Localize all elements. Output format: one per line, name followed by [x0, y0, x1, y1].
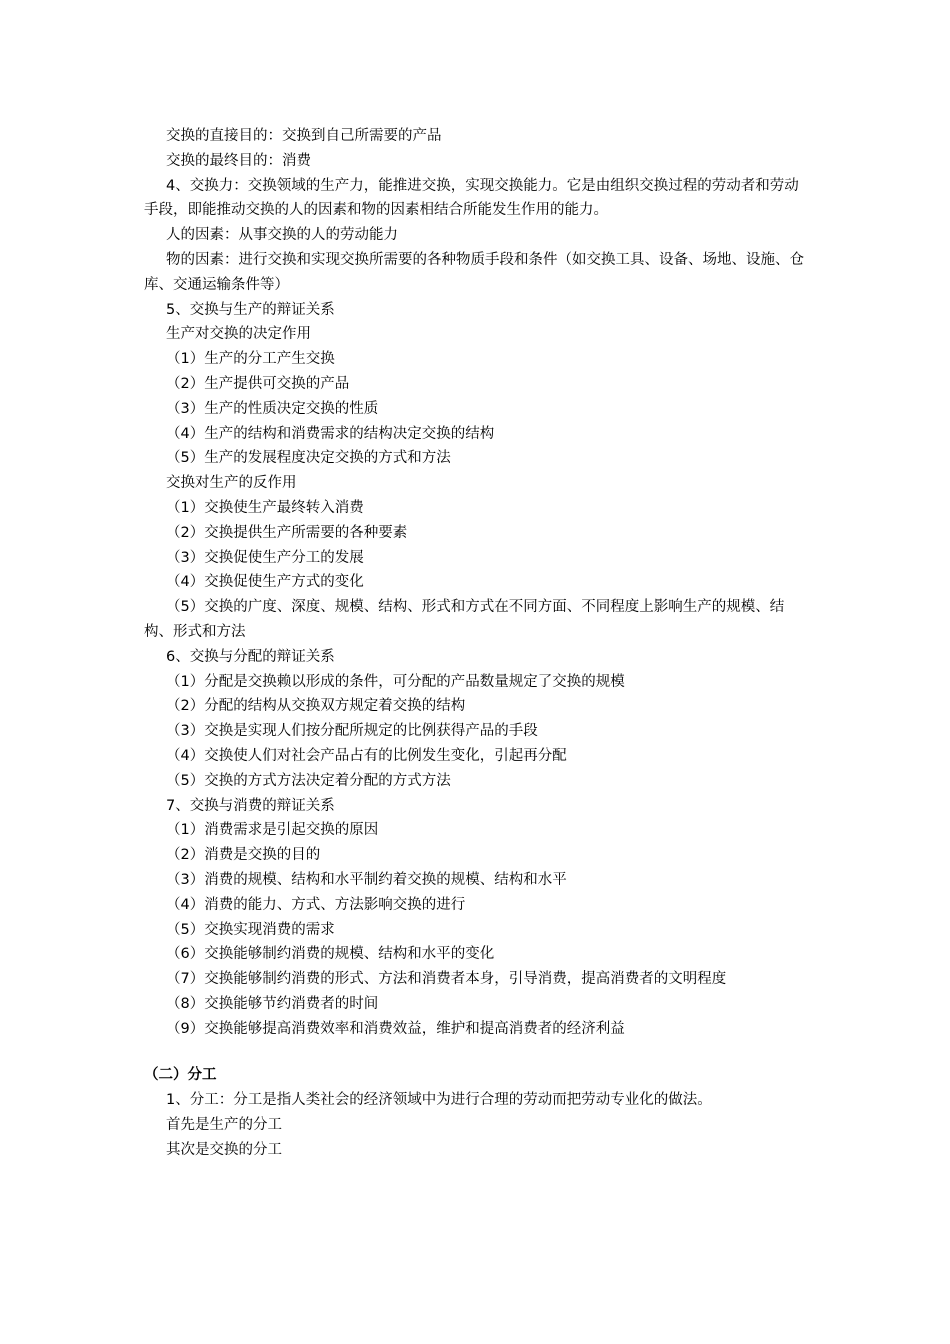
list-item: （3）交换是实现人们按分配所规定的比例获得产品的手段 — [166, 723, 538, 740]
paragraph: 首先是生产的分工 — [166, 1117, 282, 1134]
list-item: （9）交换能够提高消费效率和消费效益，维护和提高消费者的经济利益 — [166, 1020, 625, 1037]
paragraph: 人的因素：从事交换的人的劳动能力 — [166, 227, 398, 244]
list-item: （2）分配的结构从交换双方规定着交换的结构 — [166, 698, 466, 715]
list-item: （7）交换能够制约消费的形式、方法和消费者本身，引导消费，提高消费者的文明程度 — [166, 971, 727, 988]
subheading: 5、交换与生产的辩证关系 — [166, 301, 335, 318]
list-item: （2）交换提供生产所需要的各种要素 — [166, 524, 408, 541]
list-item: （3）消费的规模、结构和水平制约着交换的规模、结构和水平 — [166, 871, 567, 888]
document-body — [144, 124, 804, 1163]
list-item: （4）消费的能力、方式、方法影响交换的进行 — [166, 896, 466, 913]
list-item: （6）交换能够制约消费的规模、结构和水平的变化 — [166, 946, 495, 963]
list-item: （5）生产的发展程度决定交换的方式和方法 — [166, 450, 451, 467]
list-item: （1）生产的分工产生交换 — [166, 351, 335, 368]
list-item: （5）交换实现消费的需求 — [166, 921, 335, 938]
list-item: （3）生产的性质决定交换的性质 — [166, 400, 379, 417]
list-item: （4）交换使人们对社会产品占有的比例发生变化，引起再分配 — [166, 747, 567, 764]
list-item: （4）交换促使生产方式的变化 — [166, 574, 364, 591]
list-item: （1）消费需求是引起交换的原因 — [166, 822, 379, 839]
paragraph: 1、分工：分工是指人类社会的经济领域中为进行合理的劳动而把劳动专业化的做法。 — [166, 1092, 712, 1109]
list-item: （3）交换促使生产分工的发展 — [166, 549, 364, 566]
section-spacer — [144, 1041, 804, 1063]
list-item: （1）分配是交换赖以形成的条件，可分配的产品数量规定了交换的规模 — [166, 673, 625, 690]
paragraph: 物的因素：进行交换和实现交换所需要的各种物质手段和条件（如交换工具、设备、场地、设施、仓库、交通运输条件等） — [144, 251, 804, 293]
paragraph: 生产对交换的决定作用 — [166, 326, 311, 343]
list-item: （5）交换的方式方法决定着分配的方式方法 — [166, 772, 451, 789]
paragraph: 交换的最终目的：消费 — [166, 152, 311, 169]
list-item: （1）交换使生产最终转入消费 — [166, 499, 364, 516]
section-heading: （二）分工 — [144, 1067, 217, 1084]
paragraph: 交换的直接目的：交换到自己所需要的产品 — [166, 128, 442, 144]
list-item: （2）消费是交换的目的 — [166, 847, 321, 864]
list-item: （8）交换能够节约消费者的时间 — [166, 995, 379, 1012]
list-item: （4）生产的结构和消费需求的结构决定交换的结构 — [166, 425, 495, 442]
paragraph: 4、交换力：交换领域的生产力，能推进交换，实现交换能力。它是由组织交换过程的劳动者和劳动手段，即能推动交换的人的因素和物的因素相结合所能发生作用的能力。 — [144, 177, 799, 219]
subheading: 6、交换与分配的辩证关系 — [166, 648, 335, 665]
subheading: 7、交换与消费的辩证关系 — [166, 797, 335, 814]
list-item: （2）生产提供可交换的产品 — [166, 375, 350, 392]
list-item: （5）交换的广度、深度、规模、结构、形式和方式在不同方面、不同程度上影响生产的规模、结构、形式和方法 — [144, 599, 785, 640]
paragraph: 交换对生产的反作用 — [166, 475, 297, 492]
paragraph: 其次是交换的分工 — [166, 1141, 282, 1158]
